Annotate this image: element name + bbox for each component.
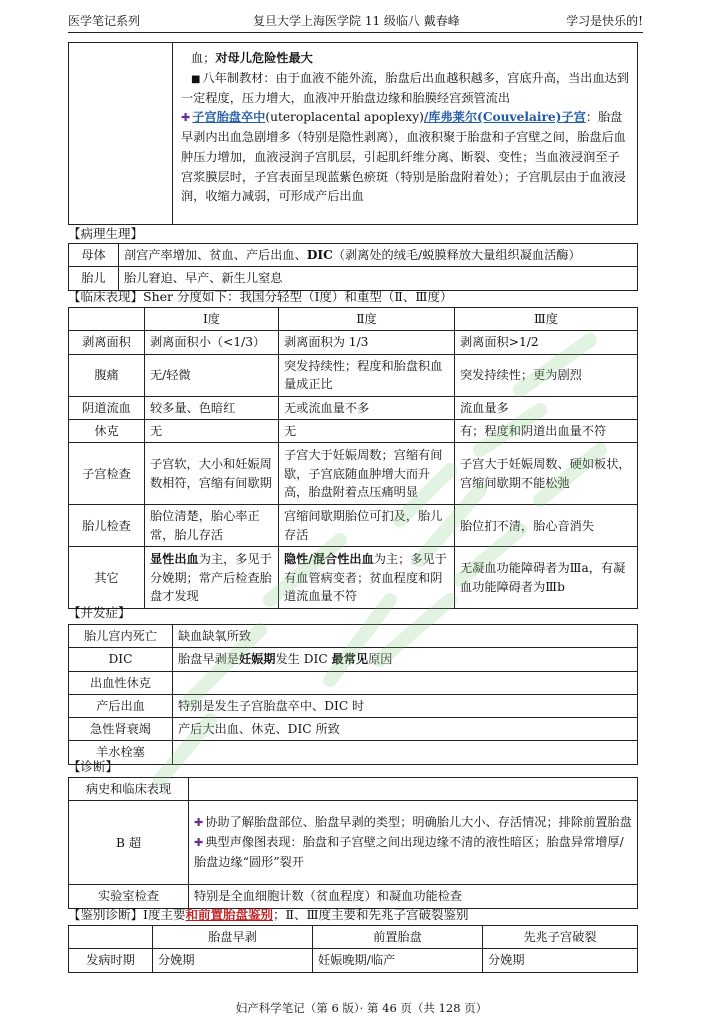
table-row: 胎儿检查 胎位清楚，胎心率正常，胎儿存活 宫缩间歇期胎位可扪及，胎儿存活 胎位扪不清，胎心音消失	[69, 505, 638, 547]
table-row: 剥离面积 剥离面积小（<1/3） 剥离面积为 1/3 剥离面积>1/2	[69, 331, 638, 354]
header-center: 复旦大学上海医学院 11 级临八 戴春峰	[253, 14, 460, 28]
header-grade-1: Ⅰ度	[145, 308, 279, 331]
patho-label-mother: 母体	[69, 244, 119, 267]
term-couvelaire-uterus: 库弗莱尔(Couvelaire)子宫	[428, 110, 586, 125]
section-title-differential: 【鉴别诊断】Ⅰ度主要和前置胎盘鉴别；Ⅱ、Ⅲ度主要和先兆子宫破裂鉴别	[68, 907, 469, 922]
section-title-diagnosis: 【诊断】	[68, 759, 119, 774]
arrow-bullet-icon: ✚	[194, 835, 204, 849]
header-grade-2: Ⅱ度	[279, 308, 455, 331]
term-uteroplacental-apoplexy: 子宫胎盘卒中	[192, 110, 266, 125]
header-right: 学习是快乐的!	[566, 14, 643, 28]
section-title-complications: 【并发症】	[68, 605, 131, 620]
section-title-patho: 【病理生理】	[68, 226, 144, 241]
clinical-table	[68, 307, 638, 609]
patho-label-fetus: 胎儿	[69, 267, 119, 290]
arrow-bullet-icon: ✚	[181, 111, 191, 125]
section-title-clinical: 【临床表现】Sher 分度如下：我国分轻型（Ⅰ度）和重型（Ⅱ、Ⅲ度）	[68, 289, 453, 304]
table-row: 子宫检查 子宫软，大小和妊娠周数相符，宫缩有间歇期 子宫大于妊娠周数；宫缩有间歇，子宫底随血肿增大而升高，胎盘附着点压痛明显 子宫大于妊娠周数、硬如板状，宫缩间歇期不能松弛	[69, 443, 638, 505]
differential-table: 胎盘早剥 前置胎盘 先兆子宫破裂 发病时期 分娩期 妊娠晚期/临产 分娩期	[68, 925, 638, 973]
page-header	[68, 10, 643, 33]
table-row: 其它 显性出血为主，多见于分娩期；常产后检查胎盘才发现 隐性/混合性出血为主；多见于有血管病变者；贫血程度和阴道流血量不符 无凝血功能障碍者为Ⅲa，有凝血功能障碍者为Ⅲb	[69, 547, 638, 609]
patho-table: 母体 剖宫产率增加、贫血、产后出血、DIC（剥离处的绒毛/蜕膜释放大量组织凝血活酶） 胎儿 胎儿窘迫、早产、新生儿窒息	[68, 243, 638, 291]
table-row: 休克 无 无 有；程度和阴道出血量不符	[69, 419, 638, 442]
arrow-bullet-icon: ✚	[194, 816, 204, 830]
table-row: 腹痛 无/轻微 突发持续性；程度和胎盘积血量成正比 突发持续性；更为剧烈	[69, 354, 638, 396]
table-row: 发病时期 分娩期 妊娠晚期/临产 分娩期	[69, 949, 638, 972]
top-emphasis: 对母儿危险性最大	[215, 51, 313, 65]
top-continuation-table: 血；对母儿危险性最大 ■ 八年制教材：由于血液不能外流，胎盘后出血越积越多，宫底升高，当出血达到一定程度，压力增大，血液冲开胎盘边缘和胎膜经宫颈管流出 ✚ 子宫胎盘卒中(uteroplacental apoplexy)/库弗莱尔(Couvelaire)子宫：胎盘早剥内出血急剧增多（特别是隐性剥离），血液积聚于胎盘和子宫壁之间，胎盘后血肿压力增加，血液浸润子宫肌层，引起肌纤维分离、断裂、变性；当血液浸润至子宫浆膜层时，子宫表面呈现蓝紫色瘀斑（特别是胎盘附着处）；子宫肌层由于血液浸润，收缩力减弱，可形成产后出血	[68, 42, 638, 225]
complications-table: 胎儿宫内死亡 缺血缺氧所致 DIC 胎盘早剥是妊娠期发生 DIC 最常见原因 出血性休克 产后出血 特别是发生子宫胎盘卒中、DIC 时 急性肾衰竭 产后大出血、休克、DIC 所致 羊水栓塞	[68, 624, 638, 765]
square-bullet-icon: ■	[191, 73, 201, 85]
top-para-2: ：胎盘早剥内出血急剧增多（特别是隐性剥离），血液积聚于胎盘和子宫壁之间，胎盘后血肿压力增加，血液浸润子宫肌层，引起肌纤维分离、断裂、变性；当血液浸润至子宫浆膜层时，子宫表面呈现蓝紫色瘀斑（特别是胎盘附着处）；子宫肌层由于血液浸润，收缩力减弱，可形成产后出血	[181, 110, 626, 204]
page-footer: 妇产科学笔记（第 6 版）· 第 46 页（共 128 页）	[235, 1001, 488, 1015]
header-grade-3: Ⅲ度	[455, 308, 638, 331]
diagnosis-table: 病史和临床表现 B 超 ✚ 协助了解胎盘部位、胎盘早剥的类型；明确胎儿大小、存活情况；排除前置胎盘 ✚ 典型声像图表现：胎盘和子宫壁之间出现边缘不清的液性暗区；胎盘异常增厚/胎盘边缘“圆形”裂开 实验室检查 特别是全血细胞计数（贫血程度）和凝血功能检查	[68, 777, 638, 909]
top-para-1: 八年制教材：由于血液不能外流，胎盘后出血越积越多，宫底升高，当出血达到一定程度，压力增大，血液冲开胎盘边缘和胎膜经宫颈管流出	[181, 70, 630, 105]
table-row: 阴道流血 较多量、色暗红 无或流血量不多 流血量多	[69, 396, 638, 419]
header-left: 医学笔记系列	[68, 14, 141, 28]
